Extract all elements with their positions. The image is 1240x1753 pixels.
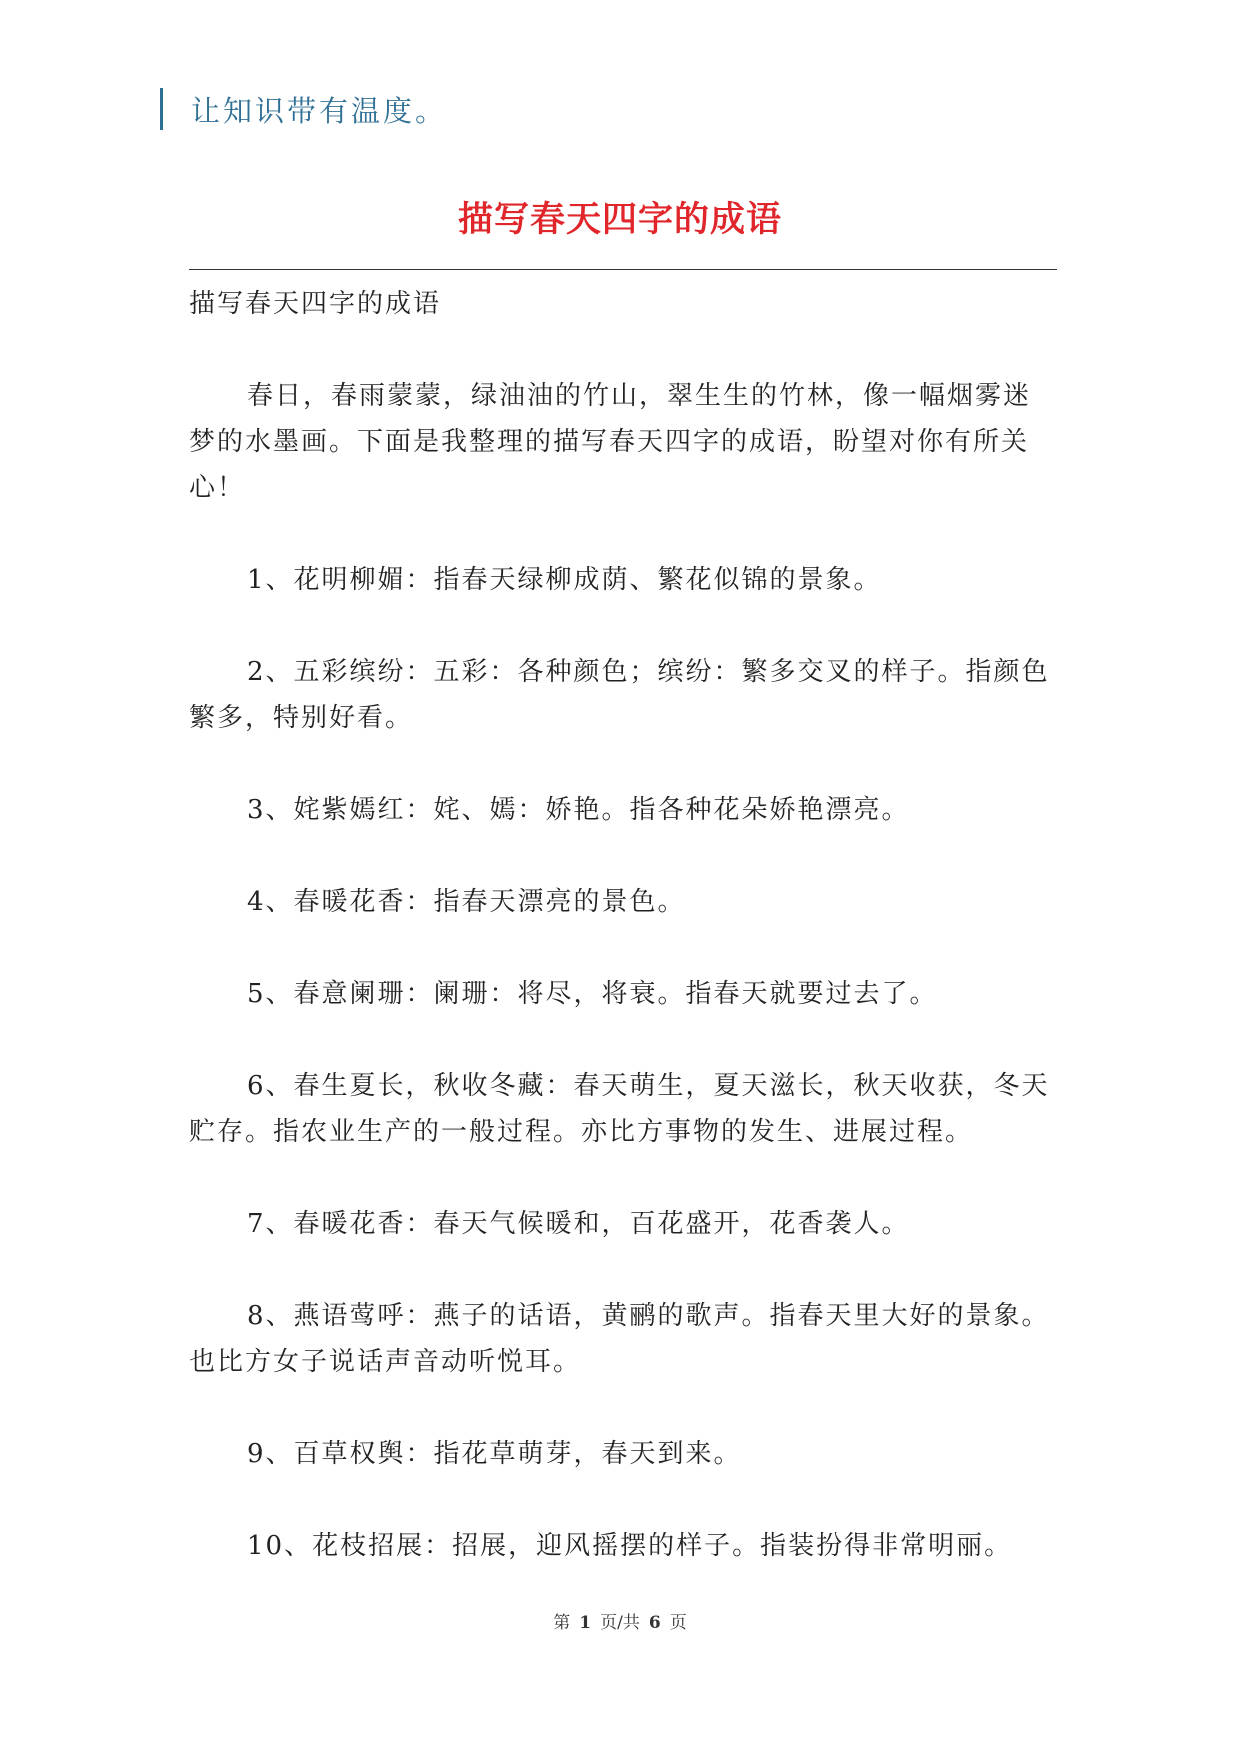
idiom-item-1: 1、花明柳媚：指春天绿柳成荫、繁花似锦的景象。 xyxy=(247,565,882,595)
footer-current-page: 1 xyxy=(579,1613,592,1633)
idiom-item-8: 8、燕语莺呼：燕子的话语，黄鹂的歌声。指春天里大好的景象。也比方女子说话声音动听悦耳。 xyxy=(189,1301,1050,1377)
document-subtitle: 描写春天四字的成语 xyxy=(189,289,442,319)
idiom-item-7: 7、春暖花香：春天气候暖和，百花盛开，花香袭人。 xyxy=(247,1209,910,1239)
idiom-item-10: 10、花枝招展：招展，迎风摇摆的样子。指装扮得非常明丽。 xyxy=(247,1531,1013,1561)
intro-paragraph: 春日，春雨蒙蒙，绿油油的竹山，翠生生的竹林，像一幅烟雾迷梦的水墨画。下面是我整理的描写春天四字的成语，盼望对你有所关心！ xyxy=(189,381,1032,503)
document-body xyxy=(189,281,1057,1615)
page-header xyxy=(160,88,447,130)
idiom-item-6: 6、春生夏长，秋收冬藏：春天萌生，夏天滋长，秋天收获，冬天贮存。指农业生产的一般过程。亦比方事物的发生、进展过程。 xyxy=(189,1071,1050,1147)
page-footer xyxy=(0,1608,1240,1633)
footer-suffix: 页 xyxy=(669,1613,687,1633)
idiom-item-4: 4、春暖花香：指春天漂亮的景色。 xyxy=(247,887,686,917)
idiom-item-9: 9、百草权舆：指花草萌芽，春天到来。 xyxy=(247,1439,742,1469)
title-divider xyxy=(189,269,1057,270)
footer-prefix: 第 xyxy=(553,1613,571,1633)
idiom-item-5: 5、春意阑珊：阑珊：将尽，将衰。指春天就要过去了。 xyxy=(247,979,938,1009)
header-slogan: 让知识带有温度。 xyxy=(191,93,448,128)
idiom-item-2: 2、五彩缤纷：五彩：各种颜色；缤纷：繁多交叉的样子。指颜色繁多，特别好看。 xyxy=(189,657,1050,733)
idiom-item-3: 3、姹紫嫣红：姹、嫣：娇艳。指各种花朵娇艳漂亮。 xyxy=(247,795,910,825)
footer-total-pages: 6 xyxy=(648,1613,661,1633)
document-title: 描写春天四字的成语 xyxy=(457,199,782,240)
footer-middle: 页/共 xyxy=(600,1613,640,1633)
header-accent-bar xyxy=(160,88,163,130)
